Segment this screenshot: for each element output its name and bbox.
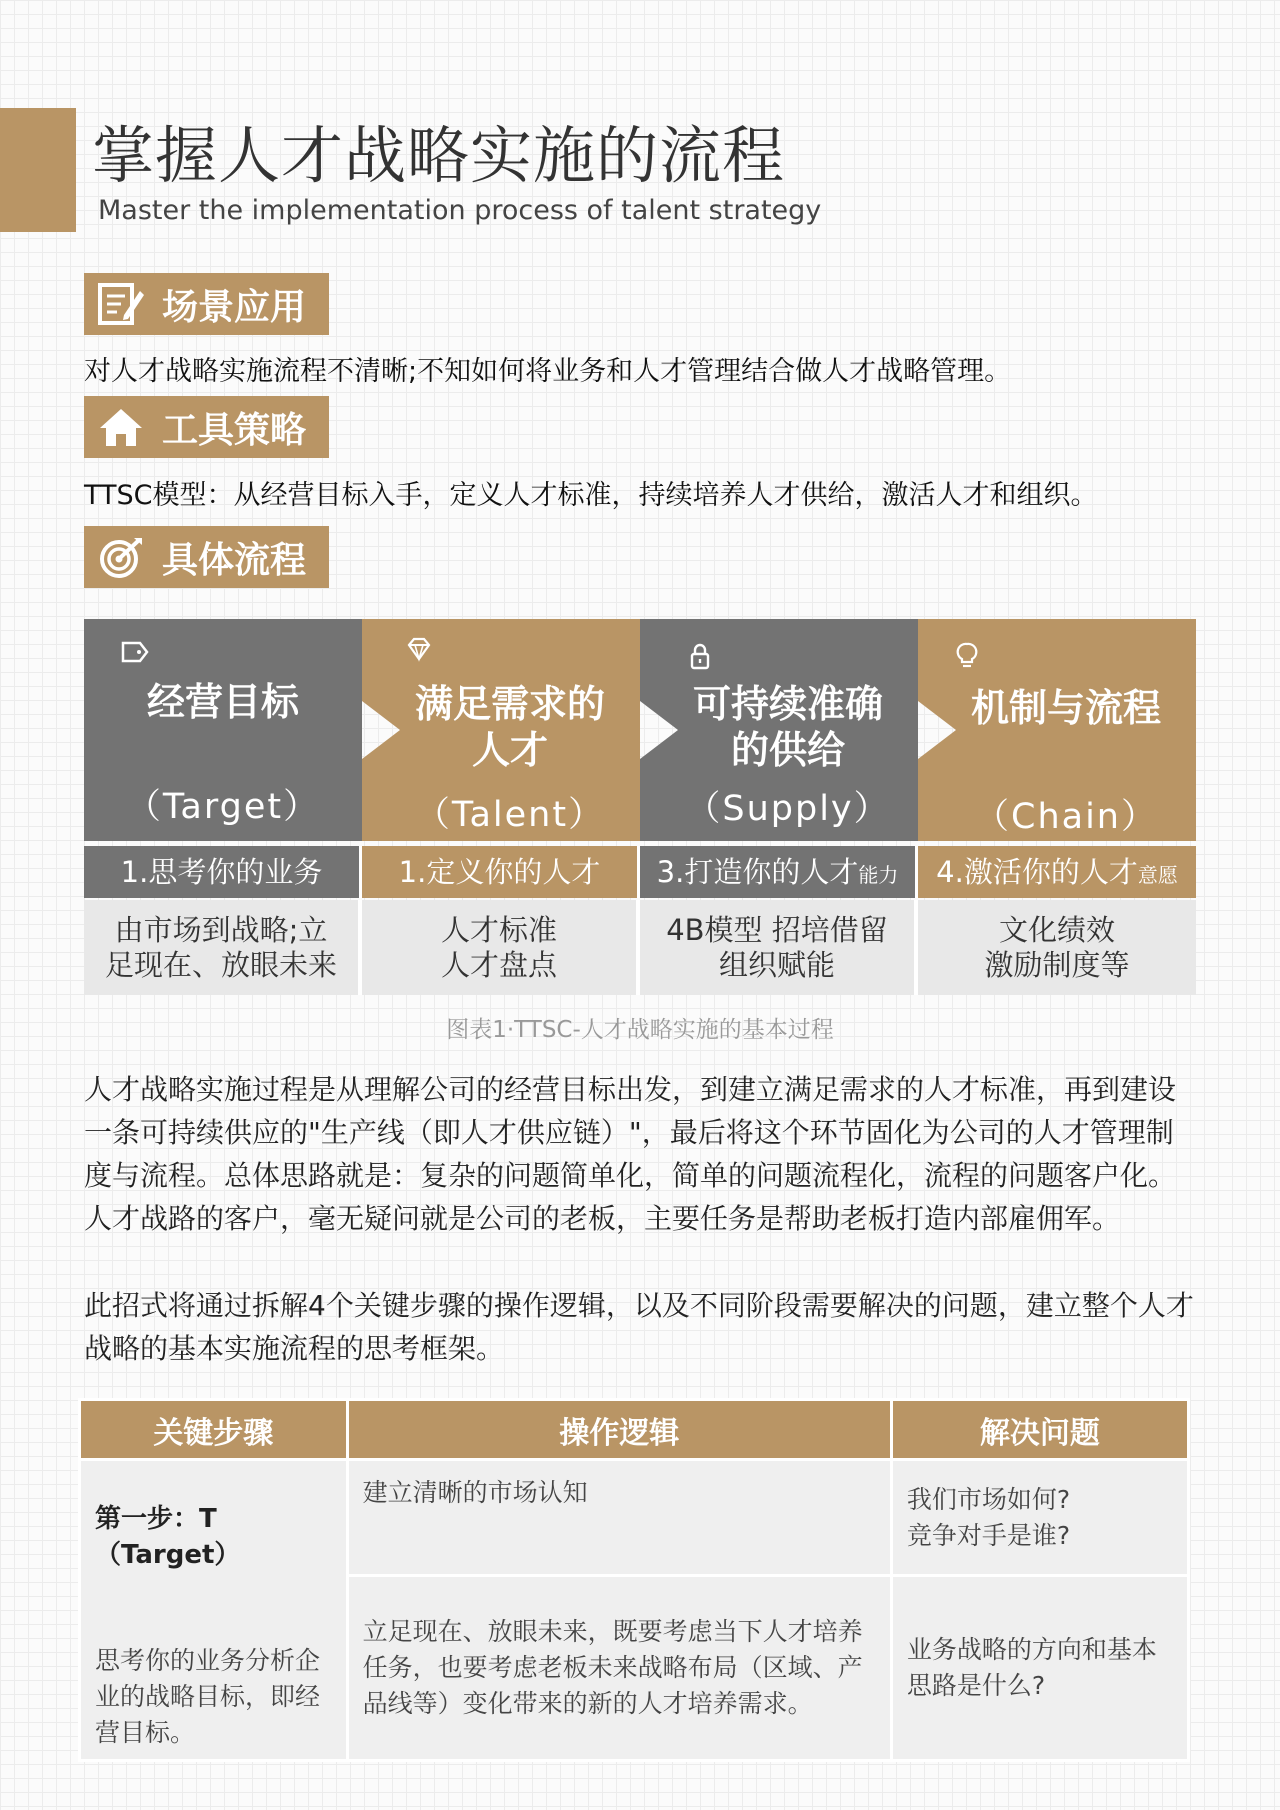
desc-chain: [918, 900, 1196, 995]
desc-target: [84, 900, 362, 995]
section-label-tools: 工具策略: [162, 409, 307, 451]
step-text: 1.思考你的业务: [120, 855, 323, 889]
desc-supply: [640, 900, 918, 995]
stage-en-chain: （Chain）: [974, 797, 1158, 837]
process-desc-row: [84, 900, 1196, 995]
step-text: 4.激活你的人才: [936, 855, 1138, 889]
stage-title-line: 人才: [471, 728, 548, 772]
desc-line: 4B模型 招培借留: [666, 912, 888, 947]
desc-talent: [362, 900, 640, 995]
section-label-process: 具体流程: [162, 539, 307, 581]
table-cell-logic: 建立清晰的市场认知: [347, 1460, 891, 1576]
desc-line: 足现在、放眼未来: [104, 947, 337, 982]
header-accent-block: [0, 108, 76, 232]
desc-line: 人才标准: [440, 912, 557, 947]
diamond-icon: [404, 635, 434, 665]
stage-title-line: 经营目标: [146, 680, 299, 724]
target-icon: [92, 526, 150, 588]
stage-en-target: （Target）: [125, 787, 321, 827]
step-text: 1.定义你的人才: [398, 855, 601, 889]
stage-title-line: 可持续准确: [692, 682, 883, 726]
stage-en-supply: （Supply）: [685, 789, 891, 829]
step-title: 第一步：T（Target）: [95, 1504, 241, 1570]
step-label-target: [84, 846, 362, 898]
stage-title-talent: [380, 681, 640, 773]
stage-title-target: [84, 679, 362, 725]
table-cell-problem: [891, 1460, 1188, 1576]
section-tag-scenario: [84, 273, 329, 335]
problem-line: 思路是什么?: [906, 1671, 1046, 1701]
table-cell-step: [80, 1460, 348, 1761]
table-header-logic: 操作逻辑: [347, 1400, 891, 1460]
table-header-step: 关键步骤: [80, 1400, 348, 1460]
page-title: 掌握人才战略实施的流程: [92, 119, 786, 192]
step-label-talent: [362, 846, 640, 898]
tools-text: TTSC模型：从经营目标入手，定义人才标准，持续培养人才供给，激活人才和组织。: [84, 480, 1098, 511]
body-paragraph-2: 此招式将通过拆解4个关键步骤的操作逻辑，以及不同阶段需要解决的问题，建立整个人才战略的基本实施流程的思考框架。: [84, 1289, 1194, 1365]
ttsc-process-diagram: [84, 619, 1196, 841]
stage-title-supply: [658, 681, 918, 773]
table-cell-logic: 立足现在、放眼未来，既要考虑当下人才培养任务，也要考虑老板未来战略布局（区域、产品线等）变化带来的新的人才培养需求。: [347, 1576, 891, 1761]
stage-title-line: 的供给: [730, 728, 845, 772]
stage-title-line: 机制与流程: [970, 686, 1161, 730]
home-icon: [92, 396, 150, 458]
step-text: 3.打造你的人才: [656, 855, 859, 889]
page-subtitle: Master the implementation process of talent strategy: [98, 195, 822, 226]
problem-line: 业务战略的方向和基本: [906, 1635, 1157, 1665]
table-header-problem: 解决问题: [891, 1400, 1188, 1460]
tag-icon: [120, 637, 150, 667]
problem-line: 竞争对手是谁?: [906, 1520, 1071, 1550]
table-row: [80, 1460, 1189, 1576]
desc-line: 激励制度等: [984, 947, 1130, 982]
bulb-icon: [952, 641, 982, 671]
table-header-row: [80, 1400, 1189, 1460]
step-label-supply: [640, 846, 918, 898]
desc-line: 人才盘点: [440, 947, 557, 982]
problem-line: 我们市场如何?: [906, 1484, 1071, 1514]
desc-line: 组织赋能: [718, 947, 835, 982]
stage-en-talent: （Talent）: [414, 795, 606, 835]
section-label-scenario: 场景应用: [162, 286, 307, 328]
section-tag-process: [84, 526, 329, 588]
figure-caption: 图表1·TTSC-人才战略实施的基本过程: [446, 1017, 834, 1043]
step-label-chain: [918, 846, 1196, 898]
desc-line: 文化绩效: [998, 912, 1115, 947]
stage-title-line: 满足需求的: [414, 682, 605, 726]
lock-icon: [685, 641, 715, 671]
steps-table: [78, 1398, 1190, 1762]
desc-line: 由市场到战略;立: [114, 912, 328, 947]
edit-document-icon: [92, 273, 150, 335]
step-small-text: 能力: [858, 863, 899, 887]
stage-title-chain: [936, 685, 1196, 731]
step-description: 思考你的业务分析企业的战略目标，即经营目标。: [95, 1646, 321, 1747]
scenario-text: 对人才战略实施流程不清晰;不知如何将业务和人才管理结合做人才战略管理。: [84, 356, 1012, 387]
body-paragraph-1: 人才战略实施过程是从理解公司的经营目标出发，到建立满足需求的人才标准，再到建设一条可持续供应的"生产线（即人才供应链）"，最后将这个环节固化为公司的人才管理制度与流程。总体思路就是：复杂的问题简单化，简单的问题流程化，流程的问题客户化。人才战路的客户，毫无疑问就是公司的老板，主要任务是帮助老板打造内部雇佣军。: [84, 1073, 1177, 1235]
process-steps-row: [84, 846, 1196, 898]
section-tag-tools: [84, 396, 329, 458]
step-small-text: 意愿: [1137, 863, 1178, 887]
table-cell-problem: [891, 1576, 1188, 1761]
